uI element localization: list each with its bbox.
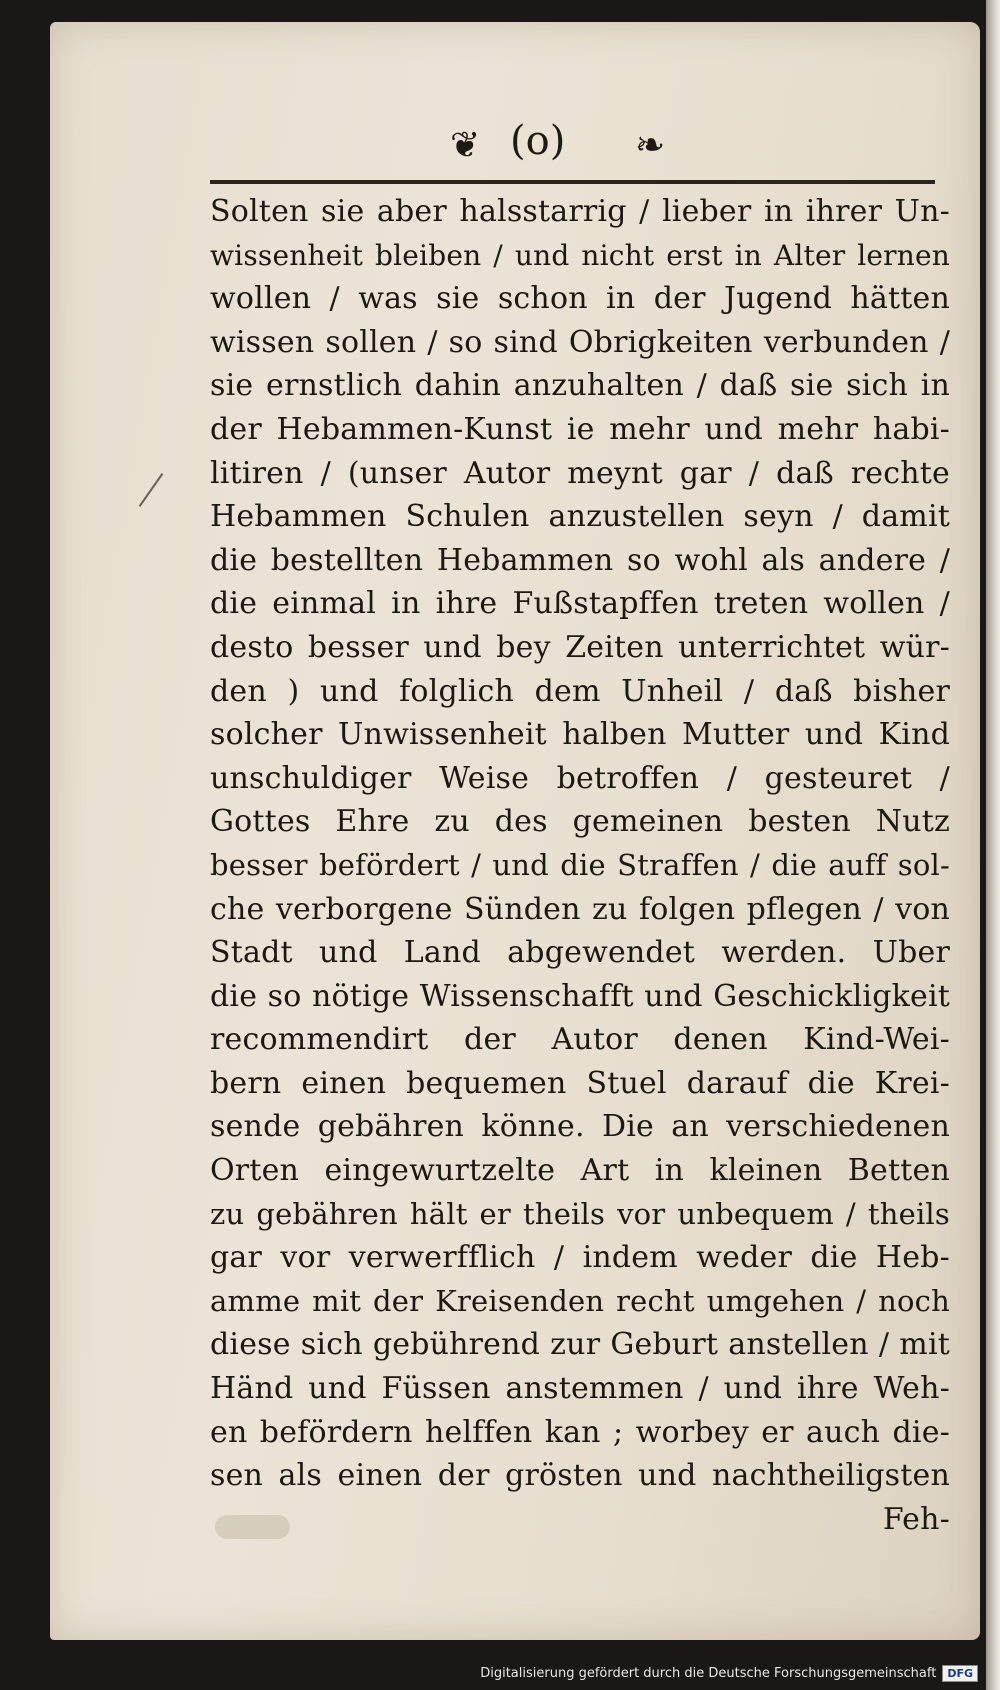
text-line: die so nötige Wissenschafft und Geschickligkeit [210,978,950,1014]
text-line: diese sich gebührend zur Geburt anstellen / mit [210,1327,950,1363]
text-line: che verborgene Sünden zu folgen pflegen / von [210,891,950,927]
text-line: die bestellten Hebammen so wohl als andere / [210,542,950,578]
text-line: die einmal in ihre Fußstapffen treten wollen / [210,586,950,622]
text-line: Händ und Füssen anstemmen / und ihre Weh- [210,1371,950,1407]
text-line: Gottes Ehre zu des gemeinen besten Nutz [210,804,950,840]
text-line: sen als einen der grösten und nachtheiligsten [210,1458,950,1494]
text-line: solcher Unwissenheit halben Mutter und Kind [210,717,950,753]
fleuron-left-icon: ❦ [450,125,481,166]
text-line: den ) und folglich dem Unheil / daß bisher [210,673,950,709]
text-line: der Hebammen-Kunst ie mehr und mehr habi- [210,411,950,447]
page-edge [986,0,1000,1690]
catchword: Feh- [882,1501,950,1537]
text-line: sende gebähren könne. Die an verschiedenen [210,1109,950,1145]
page-header [210,118,930,178]
text-line: gar vor verwerfflich / indem weder die Heb- [210,1240,950,1276]
text-line: besser befördert / und die Straffen / die auff sol- [210,847,950,882]
text-line: wollen / was sie schon in der Jugend hätten [210,281,950,317]
text-line: wissenheit bleiben / und nicht erst in Alter lernen [210,238,950,272]
digitization-credit [480,1662,978,1684]
header-rule [210,180,935,184]
text-line: unschuldiger Weise betroffen / gesteuret / [210,760,950,796]
text-line: Hebammen Schulen anzustellen seyn / damit [210,499,950,535]
text-line: recommendirt der Autor denen Kind-Wei- [210,1022,950,1058]
text-line: litiren / (unser Autor meynt gar / daß rechte [210,455,950,491]
text-line: wissen sollen / so sind Obrigkeiten verbunden / [210,324,950,360]
dfg-logo-icon: DFG [942,1665,978,1682]
fleuron-right-icon: ❧ [635,125,666,166]
text-line: Solten sie aber halsstarrig / lieber in ihrer Un- [210,194,950,229]
body-text [210,190,950,1541]
text-line: desto besser und bey Zeiten unterrichtet wür- [210,629,950,665]
text-line: zu gebähren hält er theils vor unbequem / theils [210,1196,950,1231]
digitization-credit-text: Digitalisierung gefördert durch die Deutsche Forschungsgemeinschaft [480,1665,937,1681]
text-line: sie ernstlich dahin anzuhalten / daß sie sich in [210,368,950,404]
text-line: en befördern helffen kan ; worbey er auch die- [210,1414,950,1450]
text-line: Stadt und Land abgewendet werden. Uber [210,935,950,971]
text-line: bern einen bequemen Stuel darauf die Krei- [210,1065,950,1101]
page-folio: (o) [510,118,566,164]
text-line: Orten eingewurtzelte Art in kleinen Betten [210,1153,950,1189]
text-line: amme mit der Kreisenden recht umgehen / noch [210,1283,950,1318]
